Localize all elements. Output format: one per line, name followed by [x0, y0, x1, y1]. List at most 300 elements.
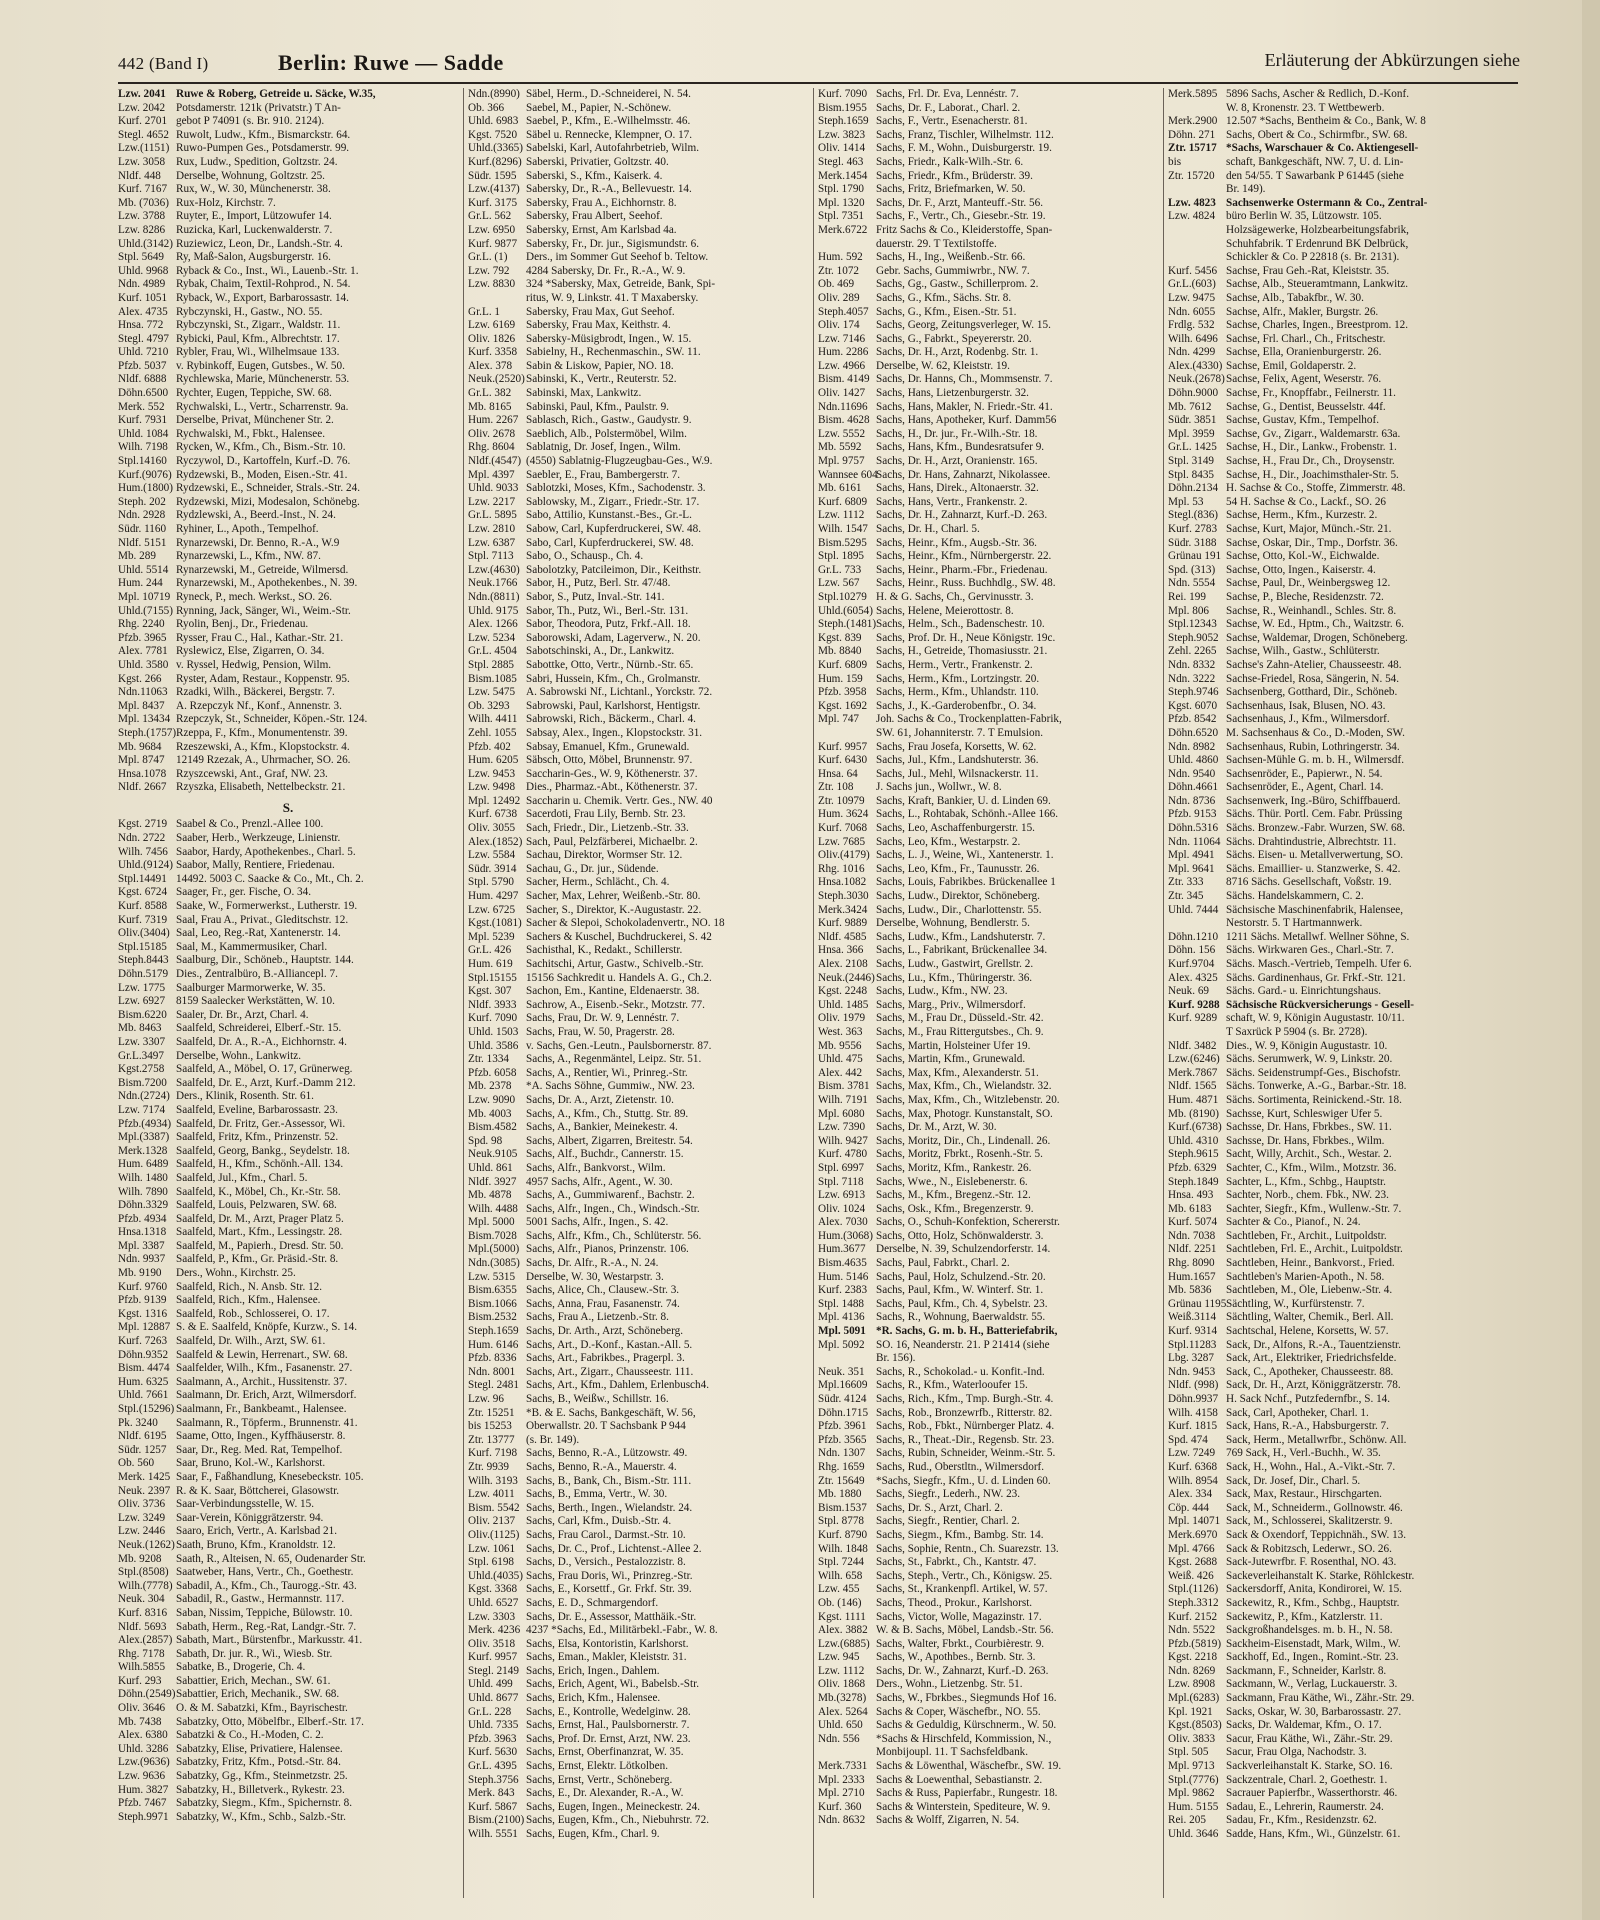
directory-entry — [468, 1339, 808, 1353]
directory-entry — [118, 401, 458, 415]
directory-entry — [818, 1407, 1158, 1421]
phone-code: Alex. 1266 — [468, 618, 518, 631]
directory-entry — [468, 808, 808, 822]
entry-text: Sachs, Martin, Holsteiner Ufer 19. — [876, 1039, 1031, 1052]
entry-text: Saabor, Hardy, Apothekenbes., Charl. 5. — [176, 845, 356, 858]
directory-entry — [1168, 1651, 1508, 1665]
phone-code: Uhld. 6983 — [468, 115, 519, 128]
entry-text: Sabersky, Frau Max, Gut Seehof. — [526, 305, 675, 318]
directory-entry — [1168, 673, 1508, 687]
phone-code: Oliv. 1868 — [818, 1678, 866, 1691]
entry-text: Sachtleben, M., Öle, Liebenw.-Str. 4. — [1226, 1284, 1393, 1297]
entry-text: v. Rybinkoff, Eugen, Gutsbes., W. 50. — [176, 359, 345, 372]
entry-text: Sabatzky, Siegm., Kfm., Spichernstr. 8. — [176, 1797, 353, 1810]
phone-code: Ztr. 9939 — [468, 1460, 510, 1473]
entry-text: Rynarzewski, M., Getreide, Wilmersd. — [176, 563, 349, 576]
directory-entry — [118, 523, 458, 537]
entry-text: Sachs, Rubin, Schneider, Weinm.-Str. 5. — [876, 1447, 1056, 1460]
phone-code: Uhld. 1503 — [468, 1025, 519, 1038]
entry-text: Sacher & Slepoi, Schokoladenvertr., NO. 18 — [526, 917, 725, 930]
entry-text: Br. 156). — [876, 1352, 916, 1365]
directory-entry — [818, 1257, 1158, 1271]
entry-text: Rybicki, Paul, Kfm., Albrechtstr. 17. — [176, 332, 340, 345]
directory-entry — [118, 197, 458, 211]
phone-code: Mpl. 14071 — [1168, 1515, 1221, 1528]
phone-code: Merk.1454 — [818, 169, 868, 182]
entry-text: Rux-Holz, Kirchstr. 7. — [176, 196, 276, 209]
entry-text: Sablatnig, Dr. Josef, Ingen., Wilm. — [526, 441, 681, 454]
directory-entry — [118, 645, 458, 659]
phone-code: Stegl.(836) — [1168, 509, 1219, 522]
entry-text: Sabersky, Frau A., Eichhornstr. 8. — [526, 196, 677, 209]
entry-text: Saatweber, Hans, Vertr., Ch., Goethestr. — [176, 1566, 354, 1579]
directory-entry — [468, 1651, 808, 1665]
entry-text: Sächsische Rückversicherungs - Gesell- — [1226, 998, 1415, 1011]
phone-code: Pfzb. 9153 — [1168, 808, 1217, 821]
entry-text: Sackgroßhandelsges. m. b. H., N. 58. — [1226, 1624, 1393, 1637]
directory-entry — [1168, 1393, 1508, 1407]
directory-entry — [1168, 781, 1508, 795]
phone-code: Bism.4582 — [468, 1121, 517, 1134]
phone-code: Uhld. 6527 — [468, 1596, 519, 1609]
directory-entry — [118, 1308, 458, 1322]
directory-entry — [468, 645, 808, 659]
phone-code: Ndn. 2928 — [118, 509, 166, 522]
entry-text: Sacur, Frau Olga, Nachodstr. 3. — [1226, 1746, 1367, 1759]
directory-entry — [818, 1040, 1158, 1054]
entry-text: Saalfeld, K., Möbel, Ch., Kr.-Str. 58. — [176, 1185, 341, 1198]
entry-text: Saabel & Co., Prenzl.-Allee 100. — [176, 818, 324, 831]
entry-text: Sachter, L., Kfm., Schbg., Hauptstr. — [1226, 1175, 1386, 1188]
directory-entry — [118, 496, 458, 510]
phone-code: Bism.7028 — [468, 1229, 517, 1242]
directory-entry — [118, 1186, 458, 1200]
directory-entry — [468, 360, 808, 374]
phone-code: Kurf. 8790 — [818, 1528, 868, 1541]
phone-code: Kurf. 1815 — [1168, 1420, 1218, 1433]
entry-text: Sabsay, Emanuel, Kfm., Grunewald. — [526, 740, 690, 753]
entry-text: Saake, W., Formerwerkst., Lutherstr. 19. — [176, 900, 358, 913]
entry-text: *Sachs & Hirschfeld, Kommission, N., — [876, 1732, 1052, 1745]
phone-code: Lzw. 2446 — [118, 1525, 166, 1538]
entry-text: Sachs, A., Bankier, Meinekestr. 4. — [526, 1121, 678, 1134]
phone-code: Merk.7331 — [818, 1760, 868, 1773]
directory-entry — [818, 292, 1158, 306]
directory-entry — [468, 238, 808, 252]
phone-code: Wilh.(7778) — [118, 1579, 173, 1592]
directory-entry — [818, 387, 1158, 401]
entry-text: Sachs, Heinr., Kfm., Augsb.-Str. 36. — [876, 536, 1037, 549]
directory-entry — [468, 1352, 808, 1366]
entry-text: Ryster, Adam, Restaur., Koppenstr. 95. — [176, 672, 350, 685]
directory-entry — [1168, 360, 1508, 374]
entry-text: Sabinski, Paul, Kfm., Paulstr. 9. — [526, 400, 669, 413]
phone-code: Alex.(4330) — [1168, 359, 1223, 372]
entry-text: Sack & Robitzsch, Lederwr., SO. 26. — [1226, 1542, 1392, 1555]
phone-code: Lzw. 4824 — [1168, 210, 1216, 223]
phone-code: Kurf. 3175 — [468, 196, 518, 209]
phone-code: Mb. 8463 — [118, 1022, 162, 1035]
directory-entry — [468, 618, 808, 632]
entry-text: Sackewitz, R., Kfm., Schbg., Hauptstr. — [1226, 1596, 1400, 1609]
directory-entry — [468, 1067, 808, 1081]
phone-code: Merk.6722 — [818, 223, 868, 236]
directory-entry — [468, 1026, 808, 1040]
entry-text: Sachs, B., Emma, Vertr., W. 30. — [526, 1488, 668, 1501]
directory-entry — [118, 441, 458, 455]
directory-entry — [468, 1814, 808, 1828]
entry-text: Sachs, Herm., Kfm., Lortzingstr. 20. — [876, 672, 1040, 685]
entry-text: Sächs. Thür. Portl. Cem. Fabr. Prüssing — [1226, 808, 1403, 821]
directory-entry — [118, 577, 458, 591]
phone-code: Stpl. 1488 — [818, 1297, 865, 1310]
entry-text: Sachs, Siegfr., Rentier, Charl. 2. — [876, 1515, 1020, 1528]
phone-code: Ndn. 8632 — [818, 1814, 866, 1827]
entry-text: Sabersky, Frau Max, Keithstr. 4. — [526, 319, 671, 332]
phone-code: Lzw. 5552 — [818, 427, 866, 440]
phone-code: Wilh. 5551 — [468, 1828, 518, 1840]
phone-code: Wilh. 9427 — [818, 1134, 868, 1147]
phone-code: Steph.9971 — [118, 1810, 169, 1823]
directory-entry — [118, 727, 458, 741]
entry-text: Ryback, W., Export, Barbarossastr. 14. — [176, 291, 349, 304]
directory-entry — [468, 795, 808, 809]
phone-code: Mb. 9556 — [818, 1039, 862, 1052]
phone-code: Merk.6970 — [1168, 1528, 1218, 1541]
phone-code: Lzw. 2217 — [468, 495, 516, 508]
entry-text: Sackmann, W., Verlag, Luckauerstr. 3. — [1226, 1678, 1398, 1691]
entry-text: Sächtling, W., Kurfürstenstr. 7. — [1226, 1297, 1365, 1310]
phone-code: Lzw. 8830 — [468, 278, 516, 291]
phone-code: Rei. 199 — [1168, 590, 1206, 603]
directory-entry — [468, 1298, 808, 1312]
phone-code: Ob. 560 — [118, 1457, 155, 1470]
directory-entry — [468, 1148, 808, 1162]
phone-code: Merk.5895 — [1168, 88, 1218, 100]
directory-entry — [818, 1665, 1158, 1679]
entry-text: Ruwolt, Ludw., Kfm., Bismarckstr. 64. — [176, 128, 351, 141]
directory-entry — [1168, 496, 1508, 510]
directory-entry — [468, 1556, 808, 1570]
phone-code: Mpl. 5239 — [468, 930, 515, 943]
entry-text: Sachs, Paul, Holz, Schulzend.-Str. 20. — [876, 1270, 1046, 1283]
phone-code: Nldf. 3933 — [468, 998, 517, 1011]
phone-code: Pfzb. 7467 — [118, 1797, 167, 1810]
directory-entry — [468, 428, 808, 442]
entry-text: Sachtleben's Marien-Apoth., N. 58. — [1226, 1270, 1385, 1283]
phone-code: Döhn. 156 — [1168, 944, 1216, 957]
entry-text: R. & K. Saar, Böttcherei, Glasowstr. — [176, 1484, 339, 1497]
entry-text: Sachs, Ernst, Vertr., Schöneberg. — [526, 1773, 673, 1786]
entry-text: Sachs, Anna, Frau, Fasanenstr. 74. — [526, 1297, 680, 1310]
entry-text: Sachs, Frau Doris, Wi., Prinzreg.-Str. — [526, 1569, 693, 1582]
directory-entry — [818, 890, 1158, 904]
entry-text: Sachs, Moritz, Dir., Ch., Lindenall. 26. — [876, 1134, 1051, 1147]
phone-code: Alex. 378 — [468, 359, 513, 372]
directory-entry — [1168, 550, 1508, 564]
entry-text: Saalfeld, A., Möbel, O. 17, Grünerweg. — [176, 1063, 353, 1076]
phone-code: Döhn.(2549) — [118, 1688, 176, 1701]
phone-code: Ztr. 15251 — [468, 1406, 515, 1419]
phone-code: Mpl. 4397 — [468, 468, 515, 481]
directory-entry — [1168, 401, 1508, 415]
entry-text: Sachs, B., Bank, Ch., Bism.-Str. 111. — [526, 1474, 692, 1487]
phone-code: Kgst. 266 — [118, 672, 162, 685]
phone-code: Uhld. 3286 — [118, 1742, 169, 1755]
entry-text: Saalfeld, Dr. A., R.-A., Eichhornstr. 4. — [176, 1035, 347, 1048]
directory-entry — [118, 1634, 458, 1648]
phone-code: Hum. 5146 — [818, 1270, 869, 1283]
phone-code: Döhn.2134 — [1168, 482, 1219, 495]
entry-text: Sachs, F., Vertr., Ch., Giesebr.-Str. 19. — [876, 210, 1046, 223]
entry-text: Rynning, Jack, Sänger, Wi., Weim.-Str. — [176, 604, 351, 617]
phone-code: Merk. 552 — [118, 400, 165, 413]
entry-text: Sachs, Siegm., Kfm., Bambg. Str. 14. — [876, 1528, 1044, 1541]
directory-entry — [468, 999, 808, 1013]
phone-code: Neuk.(2446) — [818, 971, 875, 984]
directory-entry — [468, 1053, 808, 1067]
phone-code: Kurf. 5867 — [468, 1800, 518, 1813]
directory-entry — [1168, 1706, 1508, 1720]
entry-text: Sachs, A., Kfm., Ch., Stuttg. Str. 89. — [526, 1107, 689, 1120]
entry-text: Sachs, Ludw., Gastwirt, Grellstr. 2. — [876, 958, 1034, 970]
entry-text: Sachse, Felix, Agent, Weserstr. 76. — [1226, 373, 1382, 386]
directory-entry — [118, 1593, 458, 1607]
directory-entry — [1168, 238, 1508, 252]
phone-code: Mb. 4878 — [468, 1189, 512, 1202]
entry-text: Saalmann, Dr. Erich, Arzt, Wilmersdorf. — [176, 1389, 357, 1402]
phone-code: Kurf. 2383 — [818, 1284, 868, 1297]
entry-text: 1211 Sächs. Metallwf. Wellner Söhne, S. — [1226, 930, 1410, 943]
entry-text: Saccharin-Ges., W. 9, Köthenerstr. 37. — [526, 767, 698, 780]
phone-code: Ztr. 333 — [1168, 876, 1204, 889]
entry-text: Sabri, Hussein, Kfm., Ch., Grolmanstr. — [526, 672, 701, 685]
section-letter: S. — [282, 799, 294, 815]
phone-code: Spd. 98 — [468, 1134, 503, 1147]
directory-entry — [118, 1661, 458, 1675]
phone-code: Mpl. 10719 — [118, 590, 171, 603]
directory-entry — [118, 210, 458, 224]
entry-text: Sachs, E. D., Schmargendorf. — [526, 1596, 659, 1609]
entry-text: schaft, W. 9, Königin Augustastr. 10/11. — [1226, 1012, 1405, 1025]
entry-text: Saalfeld, M., Papierh., Dresd. Str. 50. — [176, 1239, 344, 1252]
entry-text: schaft, Bankgeschäft, NW. 7, U. d. Lin- — [1226, 155, 1404, 168]
phone-code: Stpl. 5790 — [468, 876, 515, 889]
directory-entry — [818, 985, 1158, 999]
entry-text: Sachter & Co., Pianof., N. 24. — [1226, 1216, 1361, 1229]
directory-entry — [1168, 142, 1508, 156]
directory-entry — [818, 1760, 1158, 1774]
directory-entry — [1168, 836, 1508, 850]
entry-text: Sachs, Dr. E., Assessor, Matthäik.-Str. — [526, 1610, 697, 1623]
phone-code: Hum.(3068) — [818, 1229, 873, 1242]
entry-text: Saalfeld & Lewin, Herrenart., SW. 68. — [176, 1348, 348, 1361]
directory-entry — [468, 183, 808, 197]
phone-code: West. 363 — [818, 1025, 863, 1038]
phone-code: Lzw. 4011 — [468, 1488, 515, 1501]
entry-text: Saalburger Marmorwerke, W. 35. — [176, 981, 326, 994]
directory-entry — [1168, 768, 1508, 782]
entry-text: Sachs, Frau Carol., Darmst.-Str. 10. — [526, 1528, 686, 1541]
phone-code: Pfzb.(4934) — [118, 1117, 172, 1130]
entry-text: Sachs, Osk., Kfm., Bregenzerstr. 9. — [876, 1202, 1034, 1215]
directory-entry — [468, 1529, 808, 1543]
phone-code: Mpl. 747 — [818, 713, 860, 726]
entry-text: Saalfelder, Wilh., Kfm., Fasanenstr. 27. — [176, 1362, 353, 1375]
phone-code: Gr.L. 4395 — [468, 1760, 517, 1773]
phone-code: Hnsa.1082 — [818, 876, 867, 889]
entry-text: Rux, W., W. 30, Münchenerstr. 38. — [176, 183, 331, 196]
directory-entry — [818, 509, 1158, 523]
phone-code: Lzw. 1112 — [818, 1664, 865, 1677]
directory-entry — [468, 1502, 808, 1516]
phone-code: Hum. 4297 — [468, 890, 519, 903]
entry-text: Ryolin, Benj., Dr., Friedenau. — [176, 618, 309, 631]
phone-code: Ztr. 15649 — [818, 1474, 865, 1487]
directory-entry — [468, 156, 808, 170]
directory-entry — [118, 1553, 458, 1567]
phone-code: Kgst. 1316 — [118, 1307, 168, 1320]
entry-text: Sabersky, Frau Albert, Seehof. — [526, 210, 663, 223]
directory-entry — [468, 210, 808, 224]
directory-entry — [1168, 605, 1508, 619]
phone-code: Steph.9615 — [1168, 1148, 1219, 1161]
entry-text: Sachs, Paul, Kfm., W. Winterf. Str. 1. — [876, 1284, 1044, 1297]
directory-entry — [818, 1651, 1158, 1665]
directory-entry — [118, 1702, 458, 1716]
entry-text: Sachau, Direktor, Wormser Str. 12. — [526, 849, 683, 862]
directory-entry — [118, 238, 458, 252]
phone-code: Bism.7200 — [118, 1076, 167, 1089]
phone-code: Hum. 4871 — [1168, 1093, 1219, 1106]
directory-entry — [818, 1461, 1158, 1475]
entry-text: Saalmann, R., Töpferm., Brunnenstr. 41. — [176, 1416, 358, 1429]
phone-code: Döhn.1210 — [1168, 930, 1219, 943]
directory-entry — [118, 278, 458, 292]
page-header — [118, 48, 1518, 82]
entry-text: Sablotzki, Moses, Kfm., Sachodenstr. 3. — [526, 482, 706, 495]
phone-code: Alex.(1852) — [468, 835, 523, 848]
phone-code: Uhld. 4310 — [1168, 1134, 1219, 1147]
entry-text: Sachs & Löwenthal, Wäschefbr., SW. 19. — [876, 1760, 1062, 1773]
directory-entry — [468, 1828, 808, 1842]
directory-entry — [1168, 1067, 1508, 1081]
entry-text: Sachs & Winterstein, Spediteure, W. 9. — [876, 1800, 1051, 1813]
phone-code: Ob. 366 — [468, 101, 505, 114]
entry-text: Rychter, Eugen, Teppiche, SW. 68. — [176, 387, 332, 400]
entry-text: Sacur, Frau Käthe, Wi., Zähr.-Str. 29. — [1226, 1732, 1393, 1745]
phone-code: Stpl.10279 — [818, 590, 867, 603]
directory-entry — [118, 1213, 458, 1227]
phone-code: Ndn.11063 — [118, 686, 168, 699]
directory-entry — [118, 1253, 458, 1267]
directory-entry — [818, 1624, 1158, 1638]
phone-code: Uhld. 5514 — [118, 563, 169, 576]
directory-entry — [818, 333, 1158, 347]
directory-entry — [118, 818, 458, 832]
phone-code: Bism. 4149 — [818, 373, 870, 386]
directory-entry — [468, 1108, 808, 1122]
directory-entry — [118, 1158, 458, 1172]
directory-entry — [118, 292, 458, 306]
phone-code: Weiß. 426 — [1168, 1569, 1214, 1582]
entry-text: Sachs, Eugen, Kfm., Ch., Niebuhrstr. 72. — [526, 1814, 710, 1827]
directory-entry — [1168, 1611, 1508, 1625]
entry-text: Sachs, L. J., Weine, Wi., Xantenerstr. 1. — [876, 849, 1054, 862]
directory-entry — [1168, 183, 1508, 197]
phone-code: Lzw. 5584 — [468, 849, 516, 862]
phone-code: Mpl.(3387) — [118, 1131, 170, 1144]
directory-entry — [818, 577, 1158, 591]
entry-text: Sachs, Helm., Sch., Badenschestr. 10. — [876, 618, 1045, 631]
phone-code: Kurf.9704 — [1168, 958, 1215, 970]
entry-text: Sachs, Ludw., Kfm., Landshuterstr. 7. — [876, 930, 1046, 943]
directory-entry — [118, 995, 458, 1009]
entry-text: Sachs, H., Dr. jur., Fr.-Wilh.-Str. 18. — [876, 427, 1038, 440]
phone-code: Oliv.(4179) — [818, 849, 870, 862]
entry-text: Saalfeld, H., Kfm., Schönh.-All. 134. — [176, 1158, 344, 1171]
entry-text: Sachse, Gv., Zigarr., Waldemarstr. 63a. — [1226, 427, 1401, 440]
entry-text: Sachs, Prof. Dr. Ernst, Arzt, NW. 23. — [526, 1732, 691, 1745]
directory-entry — [1168, 1311, 1508, 1325]
directory-entry — [118, 1036, 458, 1050]
entry-text: v. Ryssel, Hedwig, Pension, Wilm. — [176, 658, 332, 671]
directory-entry — [468, 768, 808, 782]
entry-text: Saebel, M., Papier, N.-Schönew. — [526, 101, 672, 114]
directory-entry — [468, 401, 808, 415]
directory-entry — [468, 741, 808, 755]
phone-code: Pfzb.(5819) — [1168, 1637, 1222, 1650]
entry-text: Sachse, Oskar, Dir., Tmp., Dorfstr. 36. — [1226, 536, 1398, 549]
entry-text: Sachs & Russ, Papierfabr., Rungestr. 18. — [876, 1787, 1058, 1800]
entry-text: Sabelski, Karl, Autofahrbetrieb, Wilm. — [526, 142, 700, 155]
directory-entry — [1168, 509, 1508, 523]
directory-entry — [818, 686, 1158, 700]
directory-entry — [818, 1502, 1158, 1516]
directory-entry — [1168, 1026, 1508, 1040]
directory-entry — [118, 1226, 458, 1240]
phone-code: Mpl. 4136 — [818, 1311, 865, 1324]
directory-entry — [818, 618, 1158, 632]
directory-entry — [468, 1733, 808, 1747]
phone-code: Mb. 6161 — [818, 482, 862, 495]
directory-entry — [118, 1784, 458, 1798]
directory-entry — [818, 808, 1158, 822]
directory-entry — [118, 659, 458, 673]
entry-text: Sachs, Moritz, Kfm., Rankestr. 26. — [876, 1161, 1032, 1174]
entry-text: SO. 16, Neanderstr. 21. P 21414 (siehe — [876, 1338, 1050, 1351]
directory-entry — [468, 632, 808, 646]
directory-entry — [1168, 958, 1508, 972]
phone-code: Döhn.9937 — [1168, 1393, 1219, 1405]
entry-text: Sachs, M., Frau Rittergutsbes., Ch. 9. — [876, 1025, 1044, 1038]
entry-text: Saalfeld, Mart., Kfm., Lessingstr. 28. — [176, 1226, 343, 1239]
directory-entry — [118, 741, 458, 755]
entry-text: Sackmann, Frau Käthe, Wi., Zähr.-Str. 29. — [1226, 1692, 1415, 1705]
phone-code: Neuk. 304 — [118, 1593, 165, 1606]
phone-code: Lzw. 4966 — [818, 359, 866, 372]
entry-text: Rynarzewski, Dr. Benno, R.-A., W.9 — [176, 536, 340, 549]
phone-code: Hum. 6205 — [468, 754, 519, 767]
entry-text: Saalmann, A., Archit., Hussitenstr. 37. — [176, 1375, 348, 1388]
directory-entry — [1168, 1176, 1508, 1190]
directory-entry — [118, 482, 458, 496]
phone-code: Bism.4635 — [818, 1257, 867, 1270]
entry-text: Saalfeld, Georg, Bankg., Seydelstr. 18. — [176, 1144, 350, 1157]
entry-text: Sachs & Wolff, Zigarren, N. 54. — [876, 1814, 1020, 1827]
phone-code: Hum. 2286 — [818, 346, 869, 359]
entry-text: Sabielny, H., Rechenmaschin., SW. 11. — [526, 346, 701, 359]
